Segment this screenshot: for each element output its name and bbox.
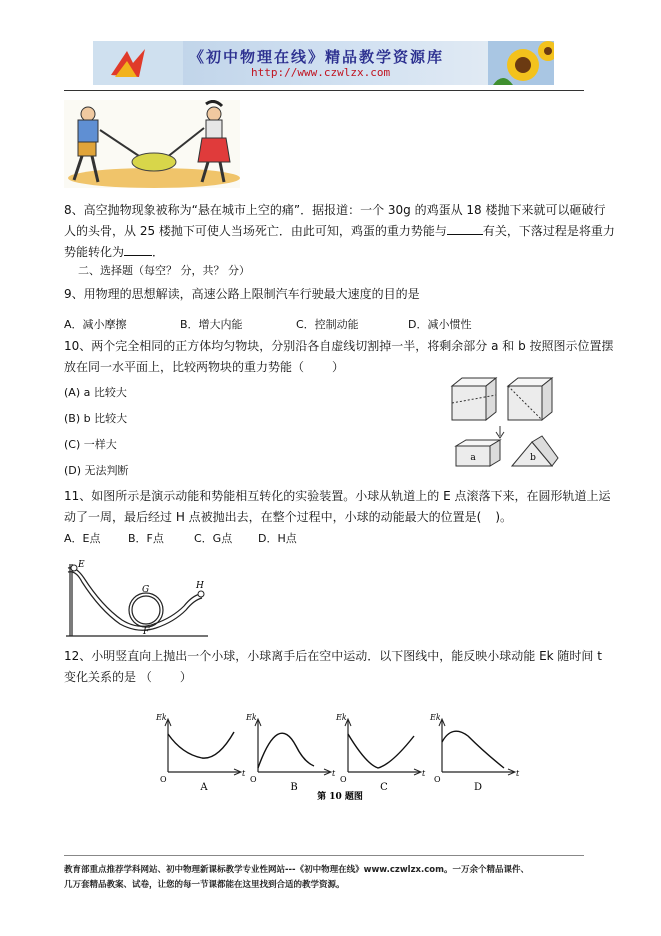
graph-a[interactable] (155, 713, 246, 793)
axis-label-t: t (332, 769, 336, 778)
q11-line1: 11、如图所示是演示动能和势能相互转化的实验装置。小球从轨道上的 E 点滚落下来，在圆形轨道上运 (64, 489, 611, 503)
q11-option-a[interactable]: A．E点 (64, 532, 101, 545)
q9-option-b[interactable]: B．增大内能 (180, 318, 243, 331)
graph-curve (442, 731, 504, 768)
q11-option-b[interactable]: B．F点 (128, 532, 164, 545)
q11-line2: 动了一周，最后经过 H 点被抛出去，在整个过程中，小球的动能最大的位置是( )。 (64, 510, 513, 524)
loop-track-figure (62, 556, 212, 640)
q10-line1: 10、两个完全相同的正方体均匀物块，分别沿各自虚线切割掉一半，将剩余部分 a 和 b 按照图示位置摆 (64, 339, 614, 353)
footer-divider (64, 855, 584, 856)
graph-curve (348, 734, 414, 768)
question-12 (64, 646, 602, 688)
q10-option-b[interactable]: (B) b 比较大 (64, 412, 128, 425)
q10-line2: 放在同一水平面上，比较两物块的重力势能（ ） (64, 360, 345, 374)
q9-option-d[interactable]: D．减小惯性 (408, 318, 472, 331)
graph-d[interactable] (429, 713, 520, 793)
banner-url[interactable]: http://www.czwlzx.com (251, 66, 391, 79)
point-g-label: G (142, 585, 150, 595)
q8-line3: 势能转化为 ． (64, 245, 165, 259)
point-h-label: H (196, 581, 204, 591)
fig-label-b: b (530, 453, 536, 463)
graph-letter: A (200, 782, 208, 793)
banner-title: 《初中物理在线》精品教学资源库 (189, 48, 445, 66)
footer-line-2: 几万套精品教案、试卷，让您的每一节课都能在这里找到合适的教学资源。 (64, 880, 345, 890)
origin-label: O (434, 775, 441, 784)
q9-stem: 9、用物理的思想解读，高速公路上限制汽车行驶最大速度的目的是 (64, 287, 420, 301)
q11-option-c[interactable]: C．G点 (194, 532, 233, 545)
fig-label-a: a (470, 453, 476, 463)
point-e-label: E (78, 560, 85, 570)
graph-c[interactable] (335, 713, 426, 793)
q10-option-a[interactable]: (A) a 比较大 (64, 386, 127, 399)
axis-label-ek: Ek (430, 713, 441, 722)
q12-line1: 12、小明竖直向上抛出一个小球，小球离手后在空中运动．以下图线中，能反映小球动能 Ek 随时间 t (64, 649, 602, 663)
cube-cutting-figure (444, 372, 560, 476)
origin-label: O (340, 775, 347, 784)
energy-time-graphs (152, 710, 532, 802)
origin-label: O (250, 775, 257, 784)
q9-option-a[interactable]: A．减小摩擦 (64, 318, 127, 331)
figure-caption: 第 10 题图 (317, 792, 363, 802)
graph-curve (168, 732, 234, 758)
graph-letter: C (380, 782, 388, 793)
q12-line2: 变化关系的是 （ ） (64, 670, 192, 684)
q8-line1: 8、高空抛物现象被称为“悬在城市上空的痛”．据报道：一个 30g 的鸡蛋从 18 楼抛下来就可以砸破行 (64, 203, 606, 217)
axis-label-ek: Ek (246, 713, 257, 722)
axis-label-t: t (516, 769, 520, 778)
axis-label-t: t (242, 769, 246, 778)
section-heading: 二、选择题（每空？ 分，共？ 分） (78, 264, 250, 277)
footer-line-1: 教育部重点推荐学科网站、初中物理新课标教学专业性网站---《初中物理在线》www.czwlzx.com。一万余个精品课件、 (64, 865, 529, 875)
graph-letter: D (473, 782, 483, 793)
tug-of-war-illustration (64, 100, 240, 188)
graph-curve (258, 733, 314, 768)
q10-option-d[interactable]: (D) 无法判断 (64, 464, 129, 477)
q10-option-c[interactable]: (C) 一样大 (64, 438, 117, 451)
answer-blank[interactable] (124, 243, 152, 256)
axis-label-t: t (422, 769, 426, 778)
graph-b[interactable] (245, 713, 336, 793)
axis-label-ek: Ek (156, 713, 167, 722)
point-f-label: F (143, 627, 150, 637)
header-divider (64, 90, 584, 91)
question-8 (64, 200, 615, 263)
question-11 (64, 486, 610, 528)
q11-option-d[interactable]: D．H点 (258, 532, 297, 545)
axis-label-ek: Ek (336, 713, 347, 722)
q9-option-c[interactable]: C．控制动能 (296, 318, 359, 331)
answer-blank[interactable] (447, 222, 483, 235)
graph-letter: B (290, 782, 298, 793)
q8-line2: 人的头骨，从 25 楼抛下可使人当场死亡．由此可知，鸡蛋的重力势能与 有关，下落过程是将重力 (64, 224, 615, 238)
origin-label: O (160, 775, 167, 784)
header-banner (93, 41, 554, 85)
